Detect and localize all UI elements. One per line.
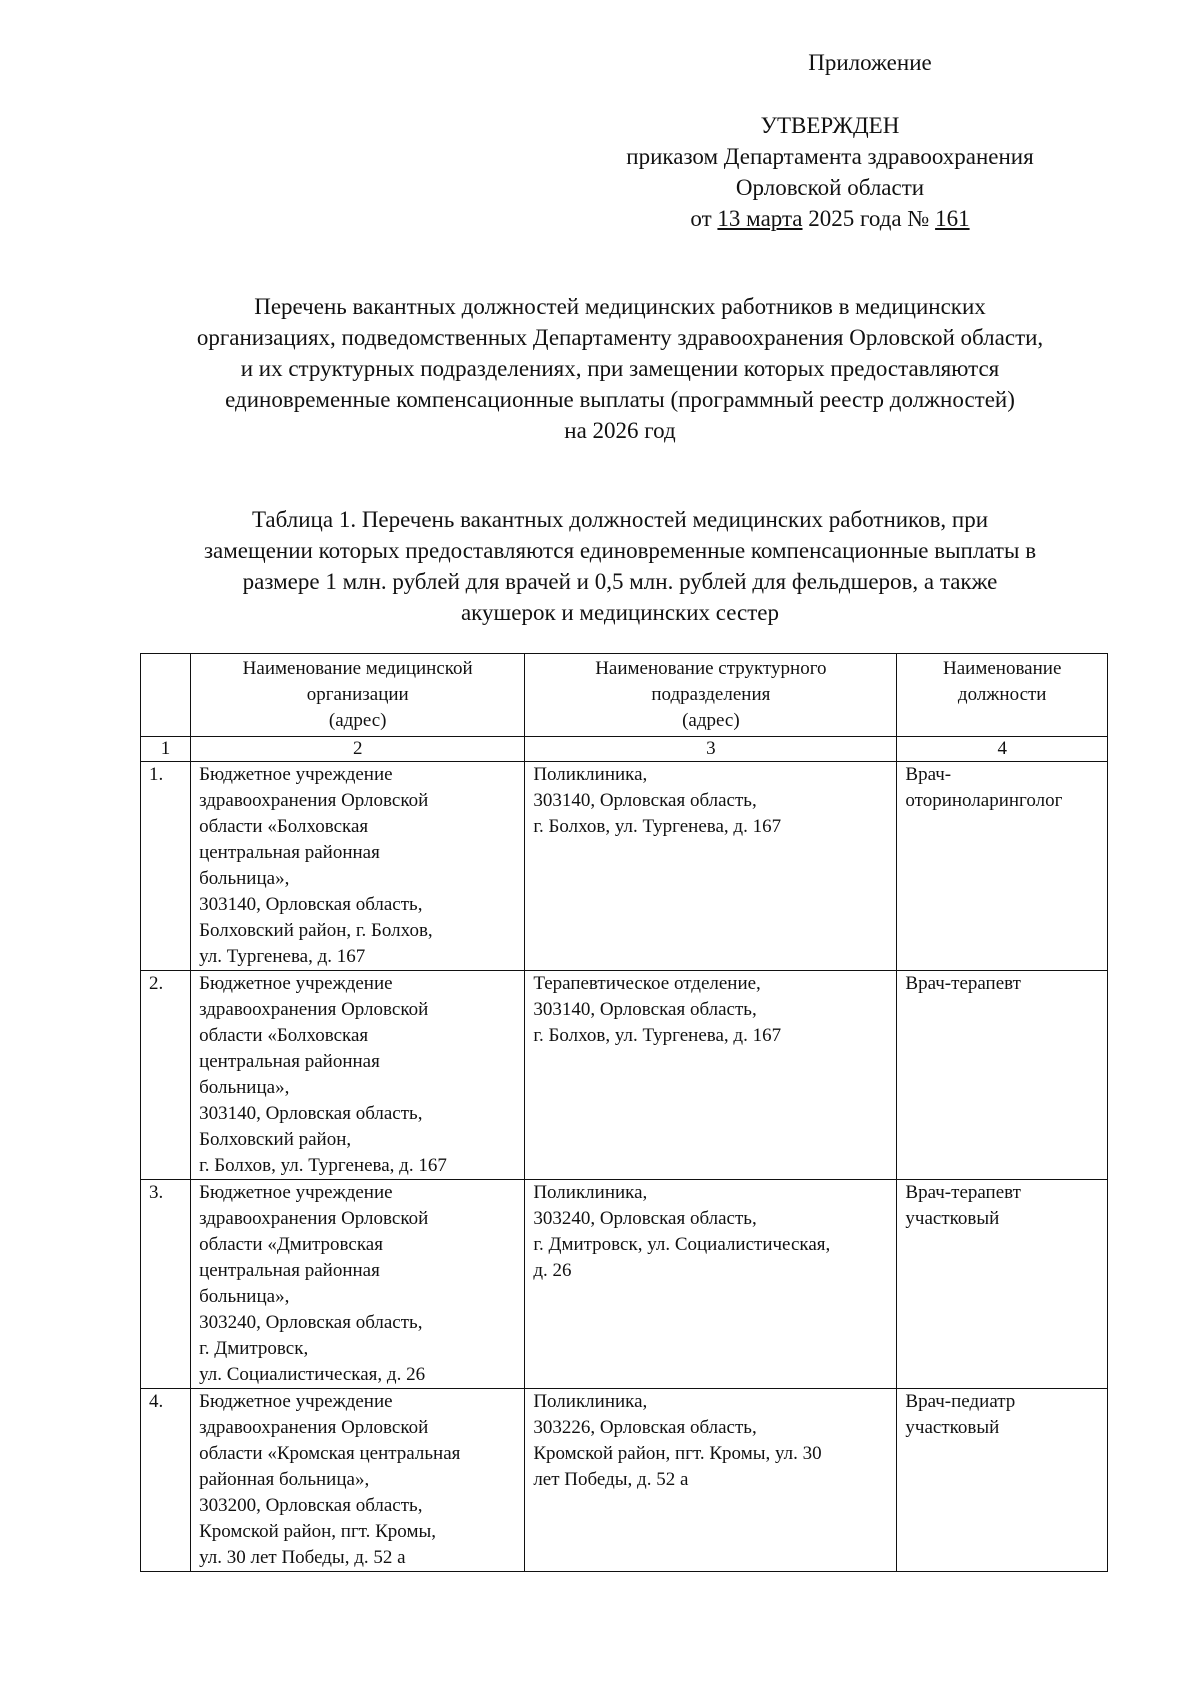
header-cell-unit: Наименование структурного подразделения (адрес) — [525, 654, 897, 737]
column-number: 1 — [141, 737, 191, 762]
unit-cell: Поликлиника, 303226, Орловская область, Кромской район, пгт. Кромы, ул. 30 лет Победы, д. 52 а — [525, 1389, 897, 1572]
table-header-row — [141, 654, 1108, 737]
approved-stamp-text: УТВЕРЖДЕН — [760, 113, 900, 138]
unit-cell: Поликлиника, 303240, Орловская область, г. Дмитровск, ул. Социалистическая, д. 26 — [525, 1180, 897, 1389]
date-prefix: от — [690, 206, 712, 231]
title-line-2: организациях, подведомственных Департаменту здравоохранения Орловской области, — [196, 325, 1044, 350]
row-number: 2. — [141, 971, 191, 1180]
unit-cell: Терапевтическое отделение, 303140, Орловская область, г. Болхов, ул. Тургенева, д. 167 — [525, 971, 897, 1180]
header-cell-position: Наименование должности — [897, 654, 1108, 737]
table-row — [141, 971, 1108, 1180]
appendix-label: Приложение — [808, 50, 932, 75]
table-row — [141, 1389, 1108, 1572]
position-cell: Врач-терапевт — [897, 971, 1108, 1180]
row-number: 1. — [141, 762, 191, 971]
order-date-line — [560, 203, 1100, 234]
column-number-row — [141, 737, 1108, 762]
date-middle: 2025 года № — [808, 206, 930, 231]
order-line-1: приказом Департамента здравоохранения — [626, 144, 1034, 169]
title-line-3: и их структурных подразделениях, при замещении которых предоставляются — [240, 356, 1000, 381]
column-number: 2 — [191, 737, 525, 762]
caption-line-3: размере 1 млн. рублей для врачей и 0,5 млн. рублей для фельдшеров, а также — [242, 569, 998, 594]
order-date: 13 марта — [717, 206, 803, 231]
table-caption — [120, 504, 1120, 628]
title-line-1: Перечень вакантных должностей медицинских работников в медицинских — [254, 294, 986, 319]
unit-cell: Поликлиника, 303140, Орловская область, г. Болхов, ул. Тургенева, д. 167 — [525, 762, 897, 971]
order-number: 161 — [935, 206, 970, 231]
vacancies-table — [140, 653, 1108, 1572]
approval-block — [560, 110, 1100, 234]
position-cell: Врач-терапевт участковый — [897, 1180, 1108, 1389]
table-row — [141, 1180, 1108, 1389]
organization-cell: Бюджетное учреждение здравоохранения Орловской области «Болховская центральная районная больница», 303140, Орловская область, Болховский район, г. Болхов, ул. Тургенева, д. 167 — [191, 971, 525, 1180]
column-number: 3 — [525, 737, 897, 762]
organization-cell: Бюджетное учреждение здравоохранения Орловской области «Дмитровская центральная районная больница», 303240, Орловская область, г. Дмитровск, ул. Социалистическая, д. 26 — [191, 1180, 525, 1389]
table-row — [141, 762, 1108, 971]
caption-line-2: замещении которых предоставляются единовременные компенсационные выплаты в — [203, 538, 1037, 563]
row-number: 4. — [141, 1389, 191, 1572]
column-number: 4 — [897, 737, 1108, 762]
caption-line-1: Таблица 1. Перечень вакантных должностей медицинских работников, при — [251, 507, 989, 532]
title-line-5: на 2026 год — [564, 418, 676, 443]
header-cell-organization: Наименование медицинской организации (адрес) — [191, 654, 525, 737]
position-cell: Врач- оториноларинголог — [897, 762, 1108, 971]
organization-cell: Бюджетное учреждение здравоохранения Орловской области «Кромская центральная районная больница», 303200, Орловская область, Кромской район, пгт. Кромы, ул. 30 лет Победы, д. 52 а — [191, 1389, 525, 1572]
position-cell: Врач-педиатр участковый — [897, 1389, 1108, 1572]
document-title — [120, 291, 1120, 446]
header-cell-index — [141, 654, 191, 737]
row-number: 3. — [141, 1180, 191, 1389]
organization-cell: Бюджетное учреждение здравоохранения Орловской области «Болховская центральная районная больница», 303140, Орловская область, Болховский район, г. Болхов, ул. Тургенева, д. 167 — [191, 762, 525, 971]
order-line-2: Орловской области — [735, 175, 925, 200]
caption-line-4: акушерок и медицинских сестер — [460, 600, 780, 625]
title-line-4: единовременные компенсационные выплаты (программный реестр должностей) — [225, 387, 1015, 412]
